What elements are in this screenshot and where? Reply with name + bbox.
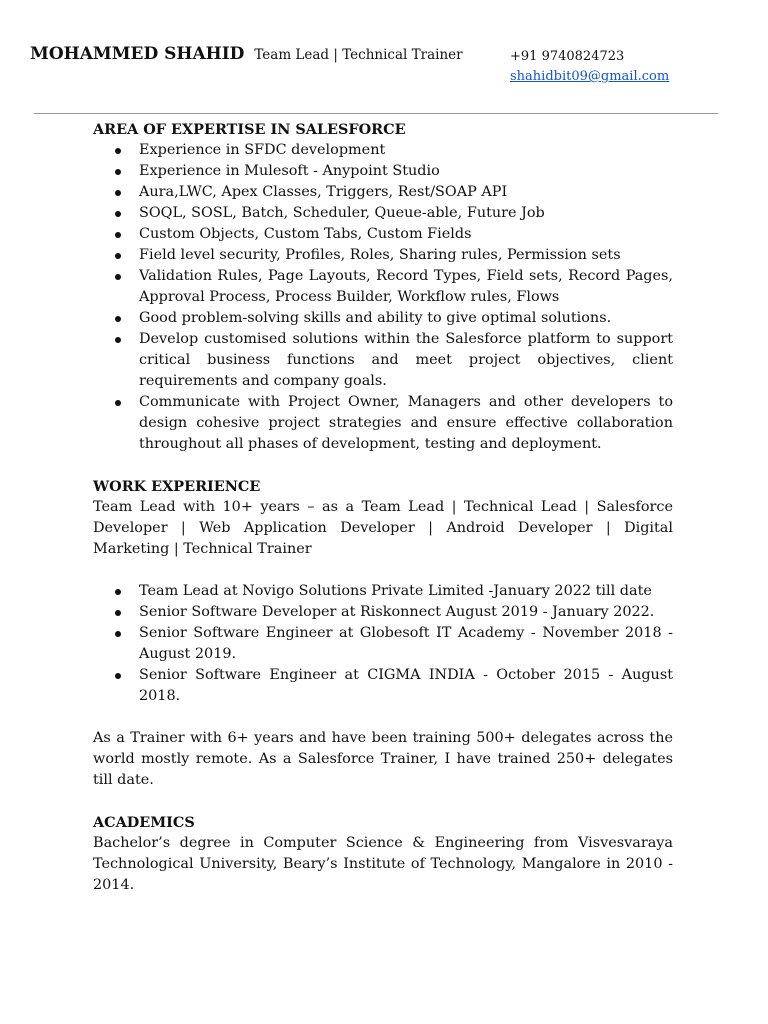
list-item: Experience in SFDC development — [93, 140, 673, 161]
expertise-list — [93, 140, 673, 455]
candidate-role: Team Lead | Technical Trainer — [254, 47, 463, 63]
list-item: Good problem-solving skills and ability to give optimal solutions. — [93, 308, 673, 329]
phone-number: +91 9740824723 — [510, 49, 625, 64]
list-item: Aura,LWC, Apex Classes, Triggers, Rest/SOAP API — [93, 182, 673, 203]
work-title: WORK EXPERIENCE — [93, 478, 261, 495]
contact-block — [510, 47, 669, 87]
bullet-icon — [115, 253, 121, 259]
list-item: Experience in Mulesoft - Anypoint Studio — [93, 161, 673, 182]
bullet-icon — [115, 316, 121, 322]
work-summary: Team Lead with 10+ years – as a Team Lead | Technical Lead | Salesforce Developer | Web Application Developer | Android Developer | Digital Marketing | Technical Trainer — [93, 499, 673, 557]
list-item: SOQL, SOSL, Batch, Scheduler, Queue-able, Future Job — [93, 203, 673, 224]
list-item: Validation Rules, Page Layouts, Record Types, Field sets, Record Pages, Approval Process, Process Builder, Workflow rules, Flows — [93, 266, 673, 308]
list-item: Communicate with Project Owner, Managers and other developers to design cohesive project strategies and ensure effective collaboration throughout all phases of development, testing and deployment. — [93, 392, 673, 455]
header-name-line — [30, 44, 463, 64]
email-link[interactable]: shahidbit09@gmail.com — [510, 69, 670, 84]
list-item: Senior Software Engineer at Globesoft IT Academy - November 2018 - August 2019. — [93, 623, 673, 665]
academics-title: ACADEMICS — [93, 814, 195, 831]
bullet-icon — [115, 400, 121, 406]
candidate-name: MOHAMMED SHAHID — [30, 44, 245, 64]
work-list — [93, 581, 673, 707]
list-item: Team Lead at Novigo Solutions Private Limited -January 2022 till date — [93, 581, 673, 602]
bullet-icon — [115, 232, 121, 238]
bullet-icon — [115, 148, 121, 154]
expertise-section — [93, 119, 673, 455]
academics-section — [93, 812, 673, 896]
list-item: Senior Software Developer at Riskonnect August 2019 - January 2022. — [93, 602, 673, 623]
work-section — [93, 476, 673, 791]
list-item: Field level security, Profiles, Roles, Sharing rules, Permission sets — [93, 245, 673, 266]
bullet-icon — [115, 589, 121, 595]
bullet-icon — [115, 169, 121, 175]
bullet-icon — [115, 610, 121, 616]
bullet-icon — [115, 631, 121, 637]
bullet-icon — [115, 337, 121, 343]
list-item: Custom Objects, Custom Tabs, Custom Fields — [93, 224, 673, 245]
resume-body — [93, 119, 673, 896]
bullet-icon — [115, 211, 121, 217]
bullet-icon — [115, 673, 121, 679]
list-item: Senior Software Engineer at CIGMA INDIA - October 2015 - August 2018. — [93, 665, 673, 707]
bullet-icon — [115, 190, 121, 196]
expertise-title: AREA OF EXPERTISE IN SALESFORCE — [93, 121, 406, 138]
bullet-icon — [115, 274, 121, 280]
academics-text: Bachelor’s degree in Computer Science & Engineering from Visvesvaraya Technological University, Beary’s Institute of Technology, Mangalore in 2010 - 2014. — [93, 835, 673, 893]
trainer-note: As a Trainer with 6+ years and have been training 500+ delegates across the world mostly remote. As a Salesforce Trainer, I have trained 250+ delegates till date. — [93, 730, 673, 788]
list-item: Develop customised solutions within the Salesforce platform to support critical business functions and meet project objectives, client requirements and company goals. — [93, 329, 673, 392]
header-divider — [34, 113, 718, 114]
